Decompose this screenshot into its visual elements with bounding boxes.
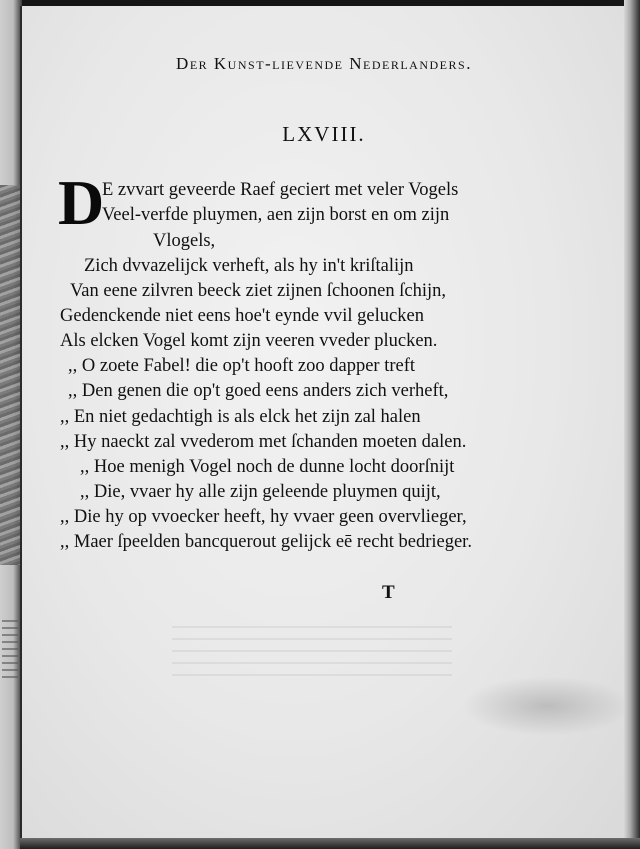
- right-page-edge: [624, 0, 640, 849]
- poem-line: Vlogels,: [153, 231, 216, 251]
- poem-line: ,, Maer ſpeelden bancquerout gelijck eē recht bedrieger.: [60, 532, 472, 552]
- signature-mark: T: [382, 582, 395, 603]
- page-stain: [462, 676, 632, 736]
- poem-line: Veel-verfde pluymen, aen zijn borst en om zijn: [102, 205, 450, 225]
- poem-line: Als elcken Vogel komt zijn veeren vveder plucken.: [60, 331, 438, 351]
- poem-line: ,, Die, vvaer hy alle zijn geleende pluymen quijt,: [80, 482, 441, 502]
- poem-line: Van eene zilvren beeck ziet zijnen ſchoonen ſchijn,: [70, 281, 446, 301]
- poem-line: E zvvart geveerde Raef geciert met veler Vogels: [102, 180, 459, 200]
- section-number: LXVIII.: [282, 122, 366, 146]
- drop-cap: D: [58, 167, 105, 238]
- poem-line: ,, Den genen die op't goed eens anders zich verheft,: [68, 381, 449, 401]
- poem-line: ,, Hoe menigh Vogel noch de dunne locht doorſnijt: [80, 457, 455, 477]
- poem-line: Zich dvvazelijck verheft, als hy in't kriſtalijn: [84, 256, 414, 276]
- poem-line: ,, Hy naeckt zal vvederom met ſchanden moeten dalen.: [60, 432, 467, 452]
- poem-line: ,, Die hy op vvoecker heeft, hy vvaer geen overvlieger,: [60, 507, 467, 527]
- poem-line: ,, En niet gedachtigh is als elck het zijn zal halen: [60, 407, 421, 427]
- show-through-text: [172, 626, 452, 676]
- poem-line: Gedenckende niet eens hoe't eynde vvil gelucken: [60, 306, 424, 326]
- poem-line: ,, O zoete Fabel! die op't hooft zoo dapper treft: [68, 356, 416, 376]
- left-page-edge: [0, 0, 22, 849]
- left-page-text-fragment: [2, 620, 18, 680]
- running-header: Der Kunst-lievende Nederlanders.: [176, 54, 472, 73]
- left-page-engraving-fragment: [0, 185, 20, 565]
- bottom-page-edge: [20, 838, 640, 849]
- book-page: [20, 6, 626, 840]
